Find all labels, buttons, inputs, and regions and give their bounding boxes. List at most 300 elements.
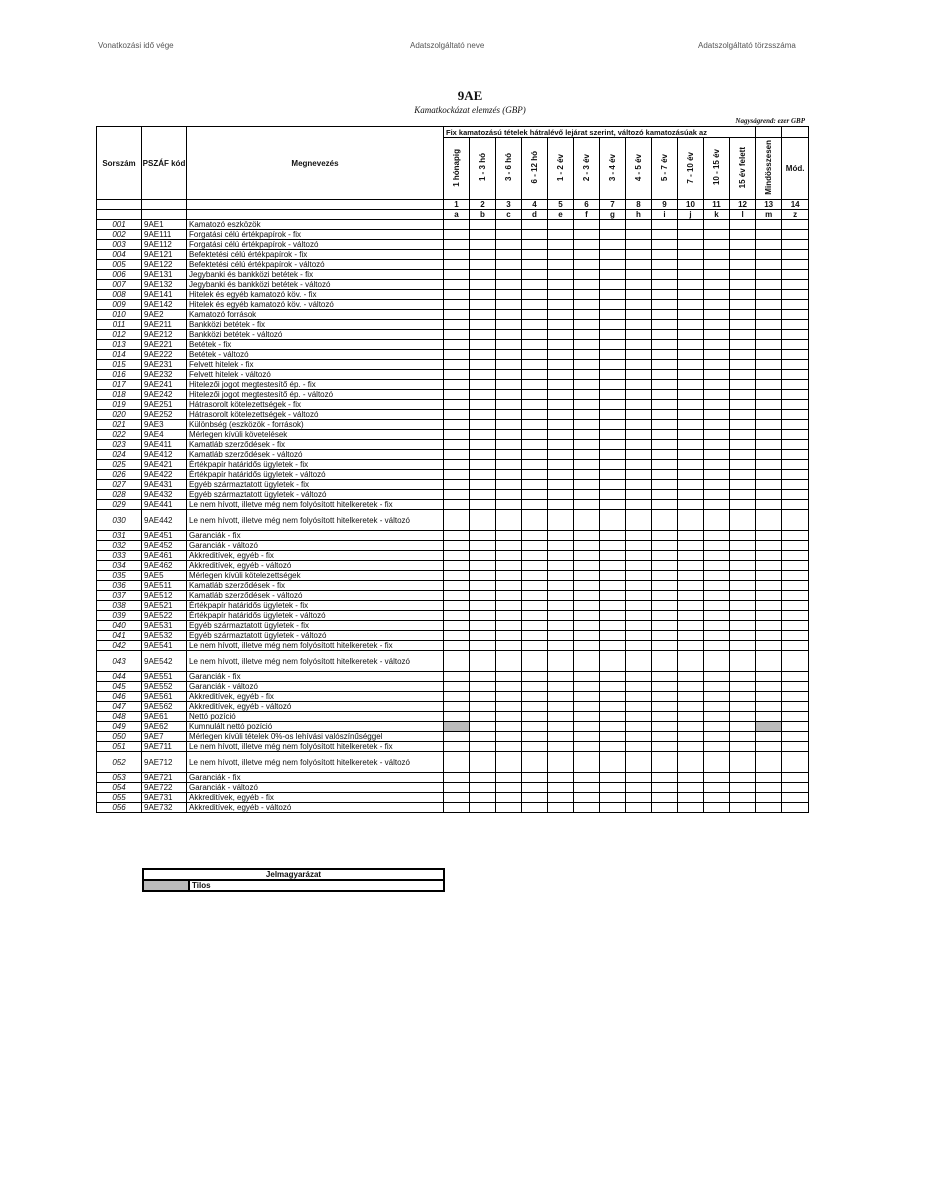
value-cell[interactable] <box>548 793 574 803</box>
value-cell[interactable] <box>574 621 600 631</box>
value-cell[interactable] <box>444 742 470 752</box>
value-cell[interactable] <box>678 672 704 682</box>
value-cell[interactable] <box>704 230 730 240</box>
value-cell[interactable] <box>470 722 496 732</box>
value-cell[interactable] <box>548 500 574 510</box>
value-cell[interactable] <box>626 350 652 360</box>
value-cell[interactable] <box>730 531 756 541</box>
value-cell[interactable] <box>626 692 652 702</box>
value-cell[interactable] <box>600 722 626 732</box>
value-cell[interactable] <box>756 420 782 430</box>
value-cell[interactable] <box>704 531 730 541</box>
value-cell[interactable] <box>626 752 652 773</box>
value-cell[interactable] <box>496 340 522 350</box>
value-cell[interactable] <box>782 320 809 330</box>
value-cell[interactable] <box>574 490 600 500</box>
value-cell[interactable] <box>470 350 496 360</box>
value-cell[interactable] <box>652 310 678 320</box>
value-cell[interactable] <box>626 310 652 320</box>
value-cell[interactable] <box>730 672 756 682</box>
value-cell[interactable] <box>704 300 730 310</box>
value-cell[interactable] <box>522 380 548 390</box>
value-cell[interactable] <box>782 270 809 280</box>
value-cell[interactable] <box>756 541 782 551</box>
value-cell[interactable] <box>600 510 626 531</box>
value-cell[interactable] <box>470 611 496 621</box>
value-cell[interactable] <box>496 310 522 320</box>
value-cell[interactable] <box>678 712 704 722</box>
value-cell[interactable] <box>756 330 782 340</box>
value-cell[interactable] <box>522 440 548 450</box>
value-cell[interactable] <box>496 250 522 260</box>
value-cell[interactable] <box>548 320 574 330</box>
value-cell[interactable] <box>444 320 470 330</box>
value-cell[interactable] <box>626 621 652 631</box>
value-cell[interactable] <box>444 641 470 651</box>
value-cell[interactable] <box>756 400 782 410</box>
value-cell[interactable] <box>626 732 652 742</box>
value-cell[interactable] <box>444 270 470 280</box>
value-cell[interactable] <box>470 260 496 270</box>
value-cell[interactable] <box>730 510 756 531</box>
value-cell[interactable] <box>600 220 626 230</box>
value-cell[interactable] <box>574 692 600 702</box>
value-cell[interactable] <box>626 330 652 340</box>
value-cell[interactable] <box>522 541 548 551</box>
value-cell[interactable] <box>730 621 756 631</box>
value-cell[interactable] <box>782 531 809 541</box>
value-cell[interactable] <box>678 420 704 430</box>
value-cell[interactable] <box>522 310 548 320</box>
value-cell[interactable] <box>704 561 730 571</box>
value-cell[interactable] <box>548 290 574 300</box>
value-cell[interactable] <box>652 260 678 270</box>
value-cell[interactable] <box>548 702 574 712</box>
value-cell[interactable] <box>678 240 704 250</box>
value-cell[interactable] <box>522 773 548 783</box>
value-cell[interactable] <box>600 561 626 571</box>
value-cell[interactable] <box>522 410 548 420</box>
value-cell[interactable] <box>730 692 756 702</box>
value-cell[interactable] <box>548 591 574 601</box>
value-cell[interactable] <box>730 732 756 742</box>
value-cell[interactable] <box>522 631 548 641</box>
value-cell[interactable] <box>678 722 704 732</box>
value-cell[interactable] <box>470 742 496 752</box>
value-cell[interactable] <box>574 531 600 541</box>
value-cell[interactable] <box>600 320 626 330</box>
value-cell[interactable] <box>470 732 496 742</box>
value-cell[interactable] <box>678 440 704 450</box>
value-cell[interactable] <box>652 250 678 260</box>
value-cell[interactable] <box>730 330 756 340</box>
value-cell[interactable] <box>496 470 522 480</box>
value-cell[interactable] <box>496 783 522 793</box>
value-cell[interactable] <box>522 591 548 601</box>
value-cell[interactable] <box>600 571 626 581</box>
value-cell[interactable] <box>730 320 756 330</box>
value-cell[interactable] <box>678 480 704 490</box>
value-cell[interactable] <box>652 230 678 240</box>
value-cell[interactable] <box>574 601 600 611</box>
value-cell[interactable] <box>678 290 704 300</box>
value-cell[interactable] <box>782 450 809 460</box>
value-cell[interactable] <box>704 611 730 621</box>
value-cell[interactable] <box>496 440 522 450</box>
value-cell[interactable] <box>600 541 626 551</box>
value-cell[interactable] <box>574 510 600 531</box>
value-cell[interactable] <box>678 551 704 561</box>
value-cell[interactable] <box>704 450 730 460</box>
value-cell[interactable] <box>756 300 782 310</box>
value-cell[interactable] <box>704 360 730 370</box>
value-cell[interactable] <box>626 370 652 380</box>
value-cell[interactable] <box>600 742 626 752</box>
value-cell[interactable] <box>756 220 782 230</box>
value-cell[interactable] <box>574 420 600 430</box>
value-cell[interactable] <box>730 611 756 621</box>
value-cell[interactable] <box>782 702 809 712</box>
value-cell[interactable] <box>756 641 782 651</box>
value-cell[interactable] <box>496 531 522 541</box>
value-cell[interactable] <box>470 561 496 571</box>
value-cell[interactable] <box>652 581 678 591</box>
value-cell[interactable] <box>444 480 470 490</box>
value-cell[interactable] <box>782 280 809 290</box>
value-cell[interactable] <box>522 641 548 651</box>
value-cell[interactable] <box>548 551 574 561</box>
value-cell[interactable] <box>704 340 730 350</box>
value-cell[interactable] <box>782 460 809 470</box>
value-cell[interactable] <box>496 591 522 601</box>
value-cell[interactable] <box>600 591 626 601</box>
value-cell[interactable] <box>626 490 652 500</box>
value-cell[interactable] <box>444 500 470 510</box>
value-cell[interactable] <box>730 470 756 480</box>
value-cell[interactable] <box>782 752 809 773</box>
value-cell[interactable] <box>626 581 652 591</box>
value-cell[interactable] <box>756 551 782 561</box>
value-cell[interactable] <box>522 672 548 682</box>
value-cell[interactable] <box>548 230 574 240</box>
value-cell[interactable] <box>730 250 756 260</box>
value-cell[interactable] <box>496 220 522 230</box>
value-cell[interactable] <box>574 240 600 250</box>
value-cell[interactable] <box>782 440 809 450</box>
value-cell[interactable] <box>496 682 522 692</box>
value-cell[interactable] <box>574 551 600 561</box>
value-cell[interactable] <box>782 672 809 682</box>
value-cell[interactable] <box>730 561 756 571</box>
value-cell[interactable] <box>678 400 704 410</box>
value-cell[interactable] <box>678 783 704 793</box>
value-cell[interactable] <box>626 290 652 300</box>
value-cell[interactable] <box>600 773 626 783</box>
value-cell[interactable] <box>704 500 730 510</box>
value-cell[interactable] <box>574 752 600 773</box>
value-cell[interactable] <box>496 510 522 531</box>
value-cell[interactable] <box>756 712 782 722</box>
value-cell[interactable] <box>782 651 809 672</box>
value-cell[interactable] <box>522 470 548 480</box>
value-cell[interactable] <box>470 682 496 692</box>
value-cell[interactable] <box>704 440 730 450</box>
value-cell[interactable] <box>782 601 809 611</box>
value-cell[interactable] <box>704 773 730 783</box>
value-cell[interactable] <box>600 340 626 350</box>
value-cell[interactable] <box>678 500 704 510</box>
value-cell[interactable] <box>522 420 548 430</box>
value-cell[interactable] <box>678 340 704 350</box>
value-cell[interactable] <box>652 752 678 773</box>
value-cell[interactable] <box>678 380 704 390</box>
value-cell[interactable] <box>730 793 756 803</box>
value-cell[interactable] <box>574 280 600 290</box>
value-cell[interactable] <box>600 621 626 631</box>
value-cell[interactable] <box>470 571 496 581</box>
value-cell[interactable] <box>600 410 626 420</box>
value-cell[interactable] <box>756 360 782 370</box>
value-cell[interactable] <box>444 611 470 621</box>
value-cell[interactable] <box>730 370 756 380</box>
value-cell[interactable] <box>652 651 678 672</box>
value-cell[interactable] <box>782 420 809 430</box>
value-cell[interactable] <box>782 230 809 240</box>
value-cell[interactable] <box>704 551 730 561</box>
value-cell[interactable] <box>678 692 704 702</box>
value-cell[interactable] <box>574 350 600 360</box>
value-cell[interactable] <box>756 350 782 360</box>
value-cell[interactable] <box>626 250 652 260</box>
value-cell[interactable] <box>678 682 704 692</box>
value-cell[interactable] <box>756 340 782 350</box>
value-cell[interactable] <box>522 712 548 722</box>
value-cell[interactable] <box>652 490 678 500</box>
value-cell[interactable] <box>756 793 782 803</box>
value-cell[interactable] <box>652 350 678 360</box>
value-cell[interactable] <box>652 692 678 702</box>
value-cell[interactable] <box>600 360 626 370</box>
value-cell[interactable] <box>652 793 678 803</box>
value-cell[interactable] <box>444 773 470 783</box>
value-cell[interactable] <box>522 330 548 340</box>
value-cell[interactable] <box>470 490 496 500</box>
value-cell[interactable] <box>548 581 574 591</box>
value-cell[interactable] <box>782 783 809 793</box>
value-cell[interactable] <box>444 571 470 581</box>
value-cell[interactable] <box>782 260 809 270</box>
value-cell[interactable] <box>548 531 574 541</box>
value-cell[interactable] <box>470 410 496 420</box>
value-cell[interactable] <box>652 742 678 752</box>
value-cell[interactable] <box>678 260 704 270</box>
value-cell[interactable] <box>652 641 678 651</box>
value-cell[interactable] <box>574 712 600 722</box>
value-cell[interactable] <box>652 280 678 290</box>
value-cell[interactable] <box>704 783 730 793</box>
value-cell[interactable] <box>756 742 782 752</box>
value-cell[interactable] <box>730 220 756 230</box>
value-cell[interactable] <box>444 430 470 440</box>
value-cell[interactable] <box>444 470 470 480</box>
value-cell[interactable] <box>496 300 522 310</box>
value-cell[interactable] <box>496 490 522 500</box>
value-cell[interactable] <box>574 470 600 480</box>
value-cell[interactable] <box>548 400 574 410</box>
value-cell[interactable] <box>444 330 470 340</box>
value-cell[interactable] <box>444 601 470 611</box>
value-cell[interactable] <box>548 360 574 370</box>
value-cell[interactable] <box>574 410 600 420</box>
value-cell[interactable] <box>756 672 782 682</box>
value-cell[interactable] <box>730 490 756 500</box>
value-cell[interactable] <box>496 752 522 773</box>
value-cell[interactable] <box>678 742 704 752</box>
value-cell[interactable] <box>730 240 756 250</box>
value-cell[interactable] <box>756 651 782 672</box>
value-cell[interactable] <box>678 300 704 310</box>
value-cell[interactable] <box>704 390 730 400</box>
value-cell[interactable] <box>730 390 756 400</box>
value-cell[interactable] <box>678 581 704 591</box>
value-cell[interactable] <box>496 742 522 752</box>
value-cell[interactable] <box>756 510 782 531</box>
value-cell[interactable] <box>600 290 626 300</box>
value-cell[interactable] <box>496 330 522 340</box>
value-cell[interactable] <box>496 500 522 510</box>
value-cell[interactable] <box>626 803 652 813</box>
value-cell[interactable] <box>704 672 730 682</box>
value-cell[interactable] <box>730 631 756 641</box>
value-cell[interactable] <box>548 571 574 581</box>
value-cell[interactable] <box>470 240 496 250</box>
value-cell[interactable] <box>652 601 678 611</box>
value-cell[interactable] <box>600 551 626 561</box>
value-cell[interactable] <box>444 440 470 450</box>
value-cell[interactable] <box>600 752 626 773</box>
value-cell[interactable] <box>600 732 626 742</box>
value-cell[interactable] <box>626 270 652 280</box>
value-cell[interactable] <box>704 541 730 551</box>
value-cell[interactable] <box>756 410 782 420</box>
value-cell[interactable] <box>470 340 496 350</box>
value-cell[interactable] <box>522 350 548 360</box>
value-cell[interactable] <box>548 430 574 440</box>
value-cell[interactable] <box>522 320 548 330</box>
value-cell[interactable] <box>444 390 470 400</box>
value-cell[interactable] <box>704 460 730 470</box>
value-cell[interactable] <box>444 350 470 360</box>
value-cell[interactable] <box>444 672 470 682</box>
value-cell[interactable] <box>470 621 496 631</box>
value-cell[interactable] <box>730 591 756 601</box>
value-cell[interactable] <box>678 470 704 480</box>
value-cell[interactable] <box>782 400 809 410</box>
value-cell[interactable] <box>470 430 496 440</box>
value-cell[interactable] <box>704 490 730 500</box>
value-cell[interactable] <box>470 793 496 803</box>
value-cell[interactable] <box>548 460 574 470</box>
value-cell[interactable] <box>522 400 548 410</box>
value-cell[interactable] <box>496 561 522 571</box>
value-cell[interactable] <box>574 702 600 712</box>
value-cell[interactable] <box>756 380 782 390</box>
value-cell[interactable] <box>522 450 548 460</box>
value-cell[interactable] <box>652 390 678 400</box>
value-cell[interactable] <box>574 390 600 400</box>
value-cell[interactable] <box>626 360 652 370</box>
value-cell[interactable] <box>730 260 756 270</box>
value-cell[interactable] <box>730 360 756 370</box>
value-cell[interactable] <box>782 692 809 702</box>
value-cell[interactable] <box>470 672 496 682</box>
value-cell[interactable] <box>496 611 522 621</box>
value-cell[interactable] <box>704 260 730 270</box>
value-cell[interactable] <box>626 380 652 390</box>
value-cell[interactable] <box>756 500 782 510</box>
value-cell[interactable] <box>678 320 704 330</box>
value-cell[interactable] <box>678 752 704 773</box>
value-cell[interactable] <box>600 430 626 440</box>
value-cell[interactable] <box>574 631 600 641</box>
value-cell[interactable] <box>678 230 704 240</box>
value-cell[interactable] <box>496 732 522 742</box>
value-cell[interactable] <box>626 571 652 581</box>
value-cell[interactable] <box>678 531 704 541</box>
value-cell[interactable] <box>496 601 522 611</box>
value-cell[interactable] <box>444 551 470 561</box>
value-cell[interactable] <box>444 450 470 460</box>
value-cell[interactable] <box>522 230 548 240</box>
value-cell[interactable] <box>548 330 574 340</box>
value-cell[interactable] <box>652 270 678 280</box>
value-cell[interactable] <box>756 611 782 621</box>
value-cell[interactable] <box>496 410 522 420</box>
value-cell[interactable] <box>574 571 600 581</box>
value-cell[interactable] <box>730 783 756 793</box>
value-cell[interactable] <box>444 541 470 551</box>
value-cell[interactable] <box>652 621 678 631</box>
value-cell[interactable] <box>574 641 600 651</box>
value-cell[interactable] <box>548 470 574 480</box>
value-cell[interactable] <box>782 541 809 551</box>
value-cell[interactable] <box>704 631 730 641</box>
value-cell[interactable] <box>782 621 809 631</box>
value-cell[interactable] <box>652 480 678 490</box>
value-cell[interactable] <box>678 803 704 813</box>
value-cell[interactable] <box>652 510 678 531</box>
value-cell[interactable] <box>522 300 548 310</box>
value-cell[interactable] <box>522 692 548 702</box>
value-cell[interactable] <box>548 641 574 651</box>
value-cell[interactable] <box>730 460 756 470</box>
value-cell[interactable] <box>626 551 652 561</box>
value-cell[interactable] <box>626 430 652 440</box>
value-cell[interactable] <box>574 783 600 793</box>
value-cell[interactable] <box>496 651 522 672</box>
value-cell[interactable] <box>678 561 704 571</box>
value-cell[interactable] <box>574 340 600 350</box>
value-cell[interactable] <box>574 732 600 742</box>
value-cell[interactable] <box>782 551 809 561</box>
value-cell[interactable] <box>626 611 652 621</box>
value-cell[interactable] <box>496 240 522 250</box>
value-cell[interactable] <box>600 240 626 250</box>
value-cell[interactable] <box>730 601 756 611</box>
value-cell[interactable] <box>626 470 652 480</box>
value-cell[interactable] <box>678 601 704 611</box>
value-cell[interactable] <box>574 742 600 752</box>
